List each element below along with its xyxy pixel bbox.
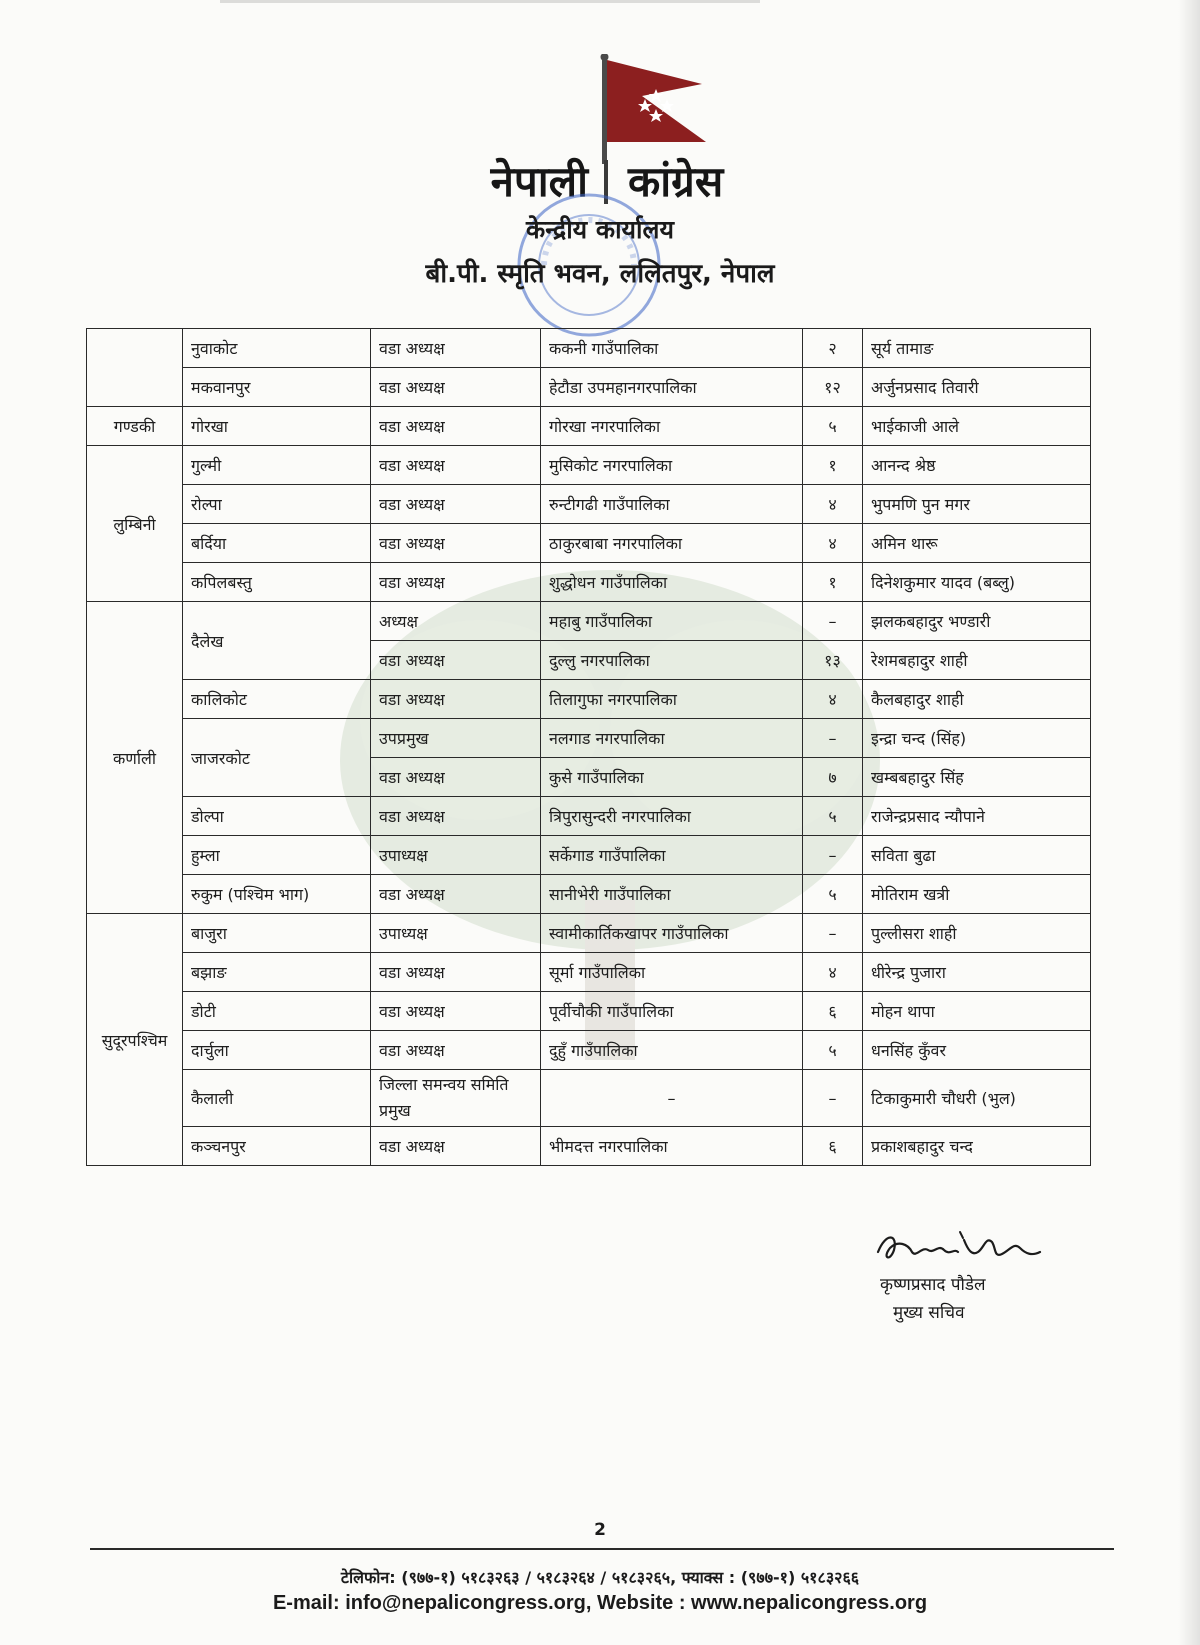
person-name-cell: सूर्य तामाङ (863, 329, 1091, 368)
position-cell: वडा अध्यक्ष (371, 992, 541, 1031)
local-body-cell: तिलागुफा नगरपालिका (541, 680, 803, 719)
position-cell: वडा अध्यक्ष (371, 524, 541, 563)
position-cell: वडा अध्यक्ष (371, 1127, 541, 1166)
table-row (87, 836, 1091, 875)
district-cell: रुकुम (पश्चिम भाग) (183, 875, 371, 914)
district-cell: बाजुरा (183, 914, 371, 953)
local-body-cell: भीमदत्त नगरपालिका (541, 1127, 803, 1166)
table-row (87, 602, 1091, 641)
office-address: बी.पी. स्मृति भवन, ललितपुर, नेपाल (425, 259, 775, 289)
position-cell: वडा अध्यक्ष (371, 485, 541, 524)
local-body-cell: दुहुँ गाउँपालिका (541, 1031, 803, 1070)
table-row (87, 1127, 1091, 1166)
person-name-cell: कैलबहादुर शाही (863, 680, 1091, 719)
local-body-cell: सानीभेरी गाउँपालिका (541, 875, 803, 914)
table-row (87, 446, 1091, 485)
local-body-cell: त्रिपुरासुन्दरी नगरपालिका (541, 797, 803, 836)
ward-cell: ५ (803, 407, 863, 446)
person-name-cell: अमिन थारू (863, 524, 1091, 563)
footer-contact-phone: टेलिफोन: (९७७-१) ५१८३२६३ / ५१८३२६४ / ५१८३२६५, फ्याक्स : (९७७-१) ५१८३२६६ (340, 1568, 860, 1587)
ward-cell: – (803, 1070, 863, 1127)
local-body-cell: शुद्धोधन गाउँपालिका (541, 563, 803, 602)
person-name-cell: प्रकाशबहादुर चन्द (863, 1127, 1091, 1166)
person-name-cell: धनसिंह कुँवर (863, 1031, 1091, 1070)
local-body-cell: – (541, 1070, 803, 1127)
person-name-cell: खम्बबहादुर सिंह (863, 758, 1091, 797)
person-name-cell: झलकबहादुर भण्डारी (863, 602, 1091, 641)
table-row (87, 797, 1091, 836)
ward-cell: – (803, 836, 863, 875)
position-cell: वडा अध्यक्ष (371, 797, 541, 836)
ward-cell: ६ (803, 992, 863, 1031)
ward-cell: १३ (803, 641, 863, 680)
table-row (87, 680, 1091, 719)
person-name-cell: भुपमणि पुन मगर (863, 485, 1091, 524)
ward-cell: ७ (803, 758, 863, 797)
local-body-cell: रुन्टीगढी गाउँपालिका (541, 485, 803, 524)
person-name-cell: टिकाकुमारी चौधरी (भुल) (863, 1070, 1091, 1127)
district-cell: बझाङ (183, 953, 371, 992)
table-row (87, 524, 1091, 563)
footer-divider (90, 1548, 1114, 1550)
local-body-cell: हेटौडा उपमहानगरपालिका (541, 368, 803, 407)
district-cell: दार्चुला (183, 1031, 371, 1070)
position-cell: वडा अध्यक्ष (371, 680, 541, 719)
person-name-cell: रेशमबहादुर शाही (863, 641, 1091, 680)
position-cell: वडा अध्यक्ष (371, 758, 541, 797)
district-cell: कैलाली (183, 1070, 371, 1127)
handwritten-signature (868, 1222, 1048, 1272)
district-cell: कञ्चनपुर (183, 1127, 371, 1166)
table-row (87, 1031, 1091, 1070)
ward-cell: १२ (803, 368, 863, 407)
position-cell: उपाध्यक्ष (371, 914, 541, 953)
person-name-cell: धीरेन्द्र पुजारा (863, 953, 1091, 992)
local-body-cell: महाबु गाउँपालिका (541, 602, 803, 641)
brand-name-right: कांग्रेस (628, 157, 724, 206)
ward-cell: ४ (803, 953, 863, 992)
district-cell: गोरखा (183, 407, 371, 446)
position-cell: वडा अध्यक्ष (371, 875, 541, 914)
province-cell: गण्डकी (87, 407, 183, 446)
table-row (87, 875, 1091, 914)
appointments-table (86, 328, 1091, 1166)
table-row (87, 368, 1091, 407)
district-cell: डोटी (183, 992, 371, 1031)
person-name-cell: दिनेशकुमार यादव (बब्लु) (863, 563, 1091, 602)
position-cell: अध्यक्ष (371, 602, 541, 641)
ward-cell: ४ (803, 680, 863, 719)
province-cell: कर्णाली (87, 602, 183, 914)
position-cell: उपाध्यक्ष (371, 836, 541, 875)
brand-name-left: नेपाली (490, 157, 588, 206)
district-cell: गुल्मी (183, 446, 371, 485)
ward-cell: – (803, 719, 863, 758)
table-row (87, 485, 1091, 524)
scan-edge-mark (220, 0, 760, 3)
local-body-cell: ककनी गाउँपालिका (541, 329, 803, 368)
ward-cell: – (803, 914, 863, 953)
ward-cell: १ (803, 446, 863, 485)
province-cell: लुम्बिनी (87, 446, 183, 602)
flag-logo (598, 54, 710, 164)
district-cell: दैलेख (183, 602, 371, 680)
local-body-cell: स्वामीकार्तिकखापर गाउँपालिका (541, 914, 803, 953)
district-cell: नुवाकोट (183, 329, 371, 368)
district-cell: कालिकोट (183, 680, 371, 719)
ward-cell: १ (803, 563, 863, 602)
person-name-cell: आनन्द श्रेष्ठ (863, 446, 1091, 485)
local-body-cell: सूर्मा गाउँपालिका (541, 953, 803, 992)
table-row (87, 953, 1091, 992)
district-cell: रोल्पा (183, 485, 371, 524)
district-cell: कपिलबस्तु (183, 563, 371, 602)
person-name-cell: मोहन थापा (863, 992, 1091, 1031)
person-name-cell: पुल्लीसरा शाही (863, 914, 1091, 953)
person-name-cell: अर्जुनप्रसाद तिवारी (863, 368, 1091, 407)
local-body-cell: कुसे गाउँपालिका (541, 758, 803, 797)
central-office-title: केन्द्रीय कार्यालय (526, 215, 674, 244)
ward-cell: – (803, 602, 863, 641)
ward-cell: ४ (803, 524, 863, 563)
person-name-cell: सविता बुढा (863, 836, 1091, 875)
local-body-cell: पूर्वीचौकी गाउँपालिका (541, 992, 803, 1031)
person-name-cell: भाईकाजी आले (863, 407, 1091, 446)
local-body-cell: दुल्लु नगरपालिका (541, 641, 803, 680)
person-name-cell: राजेन्द्रप्रसाद न्यौपाने (863, 797, 1091, 836)
position-cell: वडा अध्यक्ष (371, 1031, 541, 1070)
table-row (87, 407, 1091, 446)
person-name-cell: इन्द्रा चन्द (सिंह) (863, 719, 1091, 758)
local-body-cell: गोरखा नगरपालिका (541, 407, 803, 446)
table-row (87, 329, 1091, 368)
local-body-cell: ठाकुरबाबा नगरपालिका (541, 524, 803, 563)
ward-cell: ५ (803, 1031, 863, 1070)
position-cell: वडा अध्यक्ष (371, 368, 541, 407)
province-cell: सुदूरपश्चिम (87, 914, 183, 1166)
person-name-cell: मोतिराम खत्री (863, 875, 1091, 914)
signer-title: मुख्य सचिव (893, 1303, 965, 1323)
district-cell: बर्दिया (183, 524, 371, 563)
page-edge-shadow (1178, 0, 1200, 1645)
position-cell: वडा अध्यक्ष (371, 641, 541, 680)
position-cell: जिल्ला समन्वय समिति प्रमुख (371, 1070, 541, 1127)
local-body-cell: मुसिकोट नगरपालिका (541, 446, 803, 485)
position-cell: वडा अध्यक्ष (371, 953, 541, 992)
ward-cell: ५ (803, 797, 863, 836)
table-row (87, 1070, 1091, 1127)
position-cell: उपप्रमुख (371, 719, 541, 758)
position-cell: वडा अध्यक्ष (371, 407, 541, 446)
table-row (87, 992, 1091, 1031)
ward-cell: २ (803, 329, 863, 368)
page-number: 2 (594, 1520, 606, 1540)
position-cell: वडा अध्यक्ष (371, 563, 541, 602)
ward-cell: ५ (803, 875, 863, 914)
district-cell: हुम्ला (183, 836, 371, 875)
ward-cell: ६ (803, 1127, 863, 1166)
position-cell: वडा अध्यक्ष (371, 446, 541, 485)
local-body-cell: नलगाड नगरपालिका (541, 719, 803, 758)
table-row (87, 563, 1091, 602)
table-row (87, 914, 1091, 953)
local-body-cell: सर्केगाड गाउँपालिका (541, 836, 803, 875)
table-row (87, 719, 1091, 758)
footer-contact-email: E-mail: info@nepalicongress.org, Website : www.nepalicongress.org (272, 1592, 928, 1614)
province-cell (87, 329, 183, 407)
district-cell: डोल्पा (183, 797, 371, 836)
district-cell: मकवानपुर (183, 368, 371, 407)
ward-cell: ४ (803, 485, 863, 524)
signer-name: कृष्णप्रसाद पौडेल (880, 1275, 986, 1295)
district-cell: जाजरकोट (183, 719, 371, 797)
position-cell: वडा अध्यक्ष (371, 329, 541, 368)
